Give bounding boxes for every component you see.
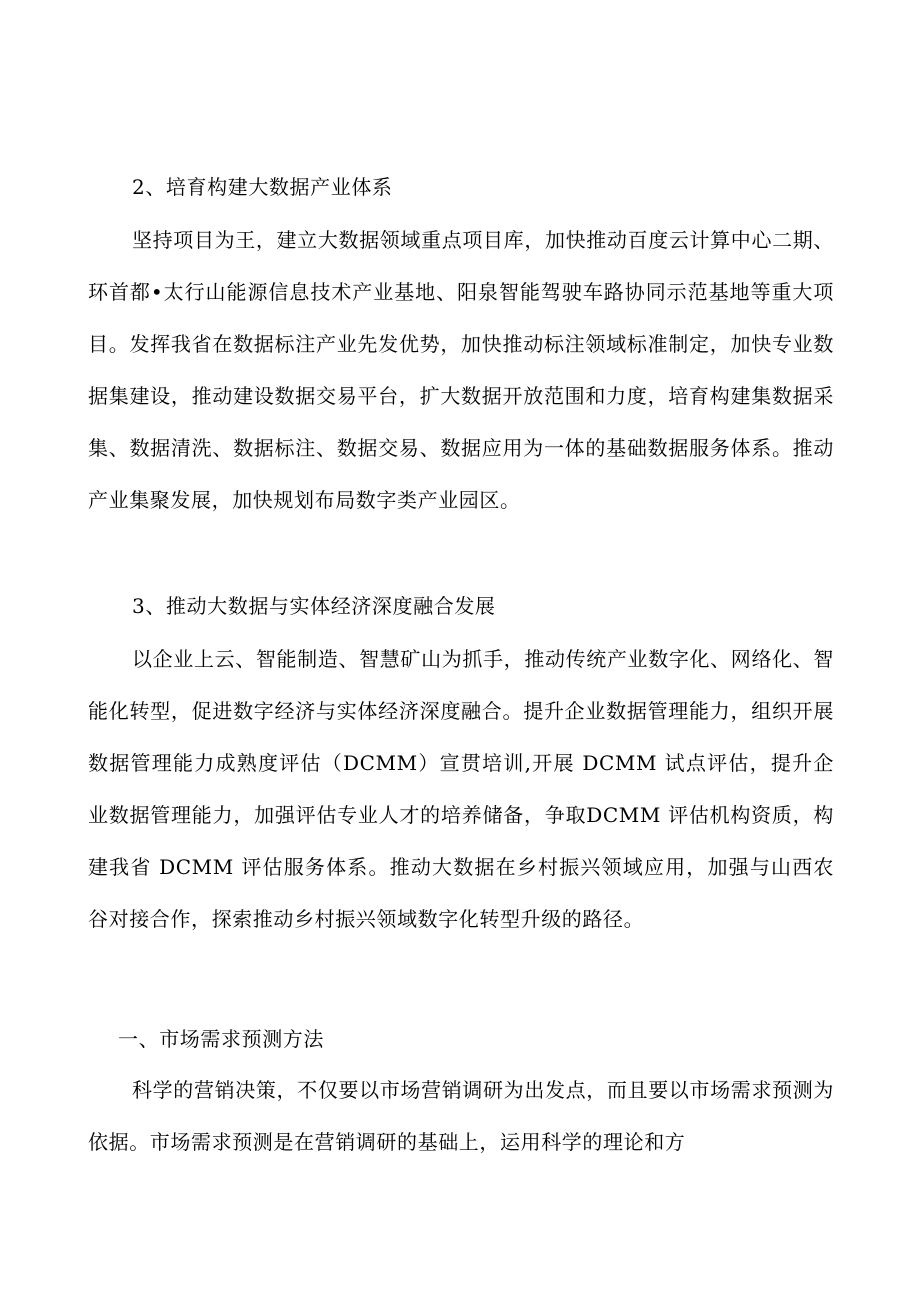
- paragraph-3: [88, 633, 834, 945]
- paragraph-2: [88, 214, 834, 526]
- paragraph-market-text: 科学的营销决策，不仅要以市场营销调研为出发点，而且要以市场需求预测为依据。市场需求预测是在营销调研的基础上，运用科学的理论和方: [88, 1078, 834, 1154]
- section-heading: [88, 1024, 834, 1054]
- section-heading-text: 一、市场需求预测方法: [118, 1027, 324, 1051]
- subsection-heading-2-text: 2、培育构建大数据产业体系: [132, 175, 393, 199]
- paragraph-3-text: 以企业上云、智能制造、智慧矿山为抓手，推动传统产业数字化、网络化、智能化转型，促进数字经济与实体经济深度融合。提升企业数据管理能力，组织开展数据管理能力成熟度评估（DCMM）宣贯培训,开展 DCMM 试点评估，提升企业数据管理能力，加强评估专业人才的培养储备，争取DCMM 评估机构资质，构建我省 DCMM 评估服务体系。推动大数据在乡村振兴领域应用，加强与山西农谷对接合作，探索推动乡村振兴领域数字化转型升级的路径。: [88, 647, 834, 931]
- subsection-heading-3: [88, 591, 834, 621]
- subsection-heading-2: [88, 172, 834, 202]
- paragraph-market: [88, 1064, 834, 1168]
- subsection-heading-3-text: 3、推动大数据与实体经济深度融合发展: [132, 594, 496, 618]
- paragraph-2-text: 坚持项目为王，建立大数据领域重点项目库，加快推动百度云计算中心二期、环首都•太行山能源信息技术产业基地、阳泉智能驾驶车路协同示范基地等重大项目。发挥我省在数据标注产业先发优势，加快推动标注领域标准制定，加快专业数据集建设，推动建设数据交易平台，扩大数据开放范围和力度，培育构建集数据采集、数据清洗、数据标注、数据交易、数据应用为一体的基础数据服务体系。推动产业集聚发展，加快规划布局数字类产业园区。: [88, 228, 834, 512]
